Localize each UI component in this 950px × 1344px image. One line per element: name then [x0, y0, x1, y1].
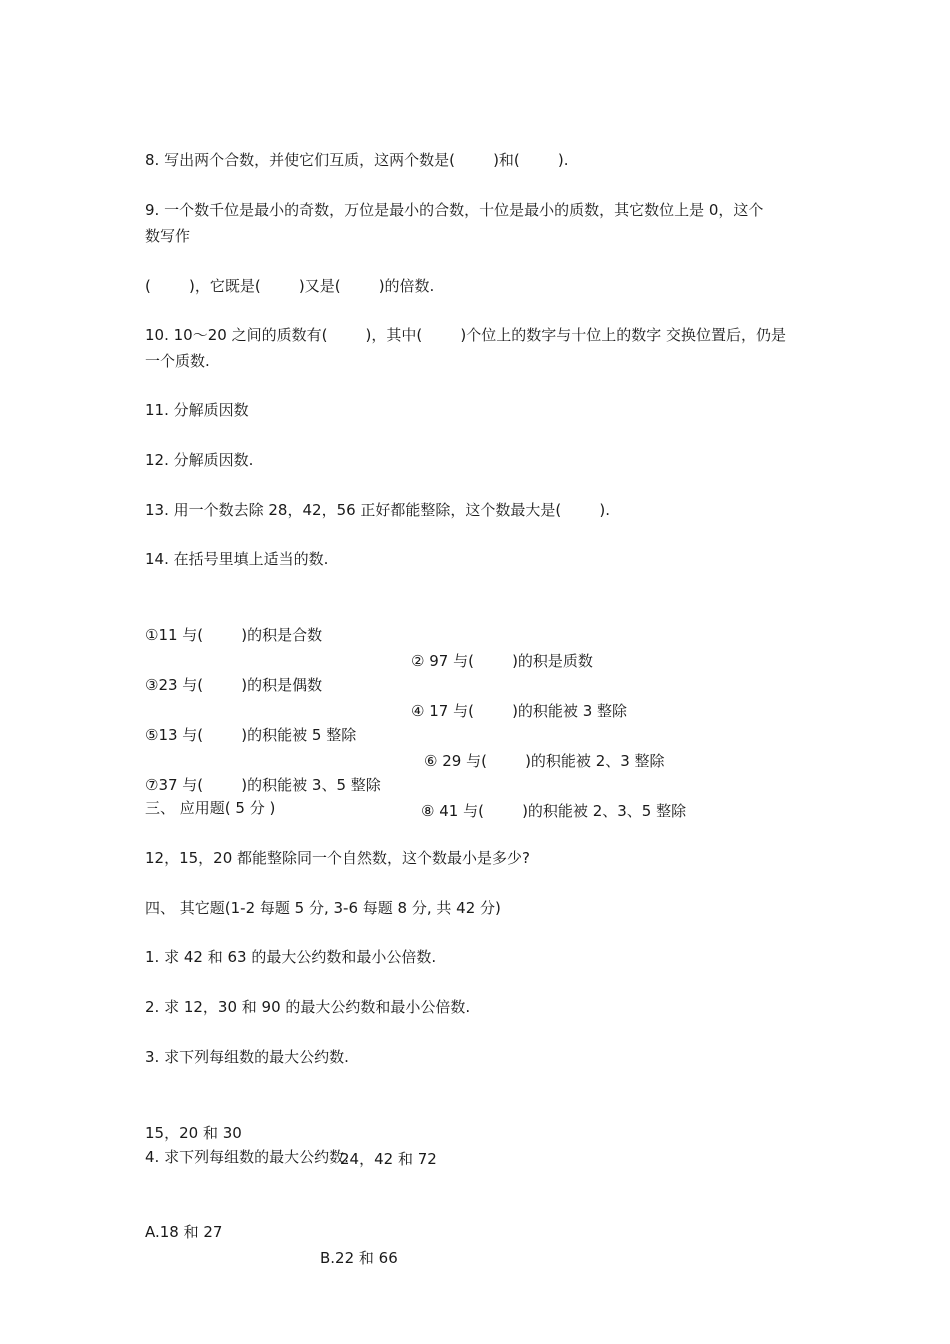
other-question-3: 3. 求下列每组数的最大公约数. — [145, 1048, 349, 1066]
question-9-line-2: 数写作 — [145, 227, 191, 245]
q4-group-b: B.22 和 66 — [320, 1249, 398, 1267]
question-14: 14. 在括号里填上适当的数. — [145, 550, 329, 568]
question-11: 11. 分解质因数 — [145, 401, 249, 419]
question-13: 13. 用一个数去除 28，42，56 正好都能整除，这个数最大是( ). — [145, 501, 611, 519]
question-12: 12. 分解质因数. — [145, 451, 254, 469]
section-4-heading: 四、 其它题(1-2 每题 5 分, 3-6 每题 8 分, 共 42 分) — [145, 899, 501, 917]
other-question-4: 4. 求下列每组数的最大公约数. — [145, 1148, 349, 1166]
q14-item-7: ⑦37 与( )的积能被 3、5 整除 — [145, 776, 381, 794]
other-question-4-groups — [145, 1193, 815, 1297]
q14-item-8: ⑧ 41 与( )的积能被 2、3、5 整除 — [421, 802, 687, 820]
question-9-line-3: ( )，它既是( )又是( )的倍数. — [145, 277, 435, 295]
q4-group-a: A.18 和 27 — [145, 1223, 223, 1241]
question-8: 8. 写出两个合数，并使它们互质，这两个数是( )和( ). — [145, 151, 569, 169]
other-question-1: 1. 求 42 和 63 的最大公约数和最小公倍数. — [145, 948, 437, 966]
q14-item-2: ② 97 与( )的积是质数 — [411, 652, 593, 670]
q3-group-a: 15，20 和 30 — [145, 1124, 242, 1142]
question-9-line-1: 9. 一个数千位是最小的奇数，万位是最小的合数，十位是最小的质数，其它数位上是 0，这个 — [145, 201, 764, 219]
question-10-line-2: 一个质数. — [145, 352, 210, 370]
q3-group-b: 24，42 和 72 — [340, 1150, 437, 1168]
q14-item-6: ⑥ 29 与( )的积能被 2、3 整除 — [424, 752, 665, 770]
q14-item-3: ③23 与( )的积是偶数 — [145, 676, 323, 694]
other-question-2: 2. 求 12，30 和 90 的最大公约数和最小公倍数. — [145, 998, 471, 1016]
q14-item-5: ⑤13 与( )的积能被 5 整除 — [145, 726, 357, 744]
section-3-heading: 三、 应用题( 5 分 ) — [145, 799, 276, 817]
q14-item-4: ④ 17 与( )的积能被 3 整除 — [411, 702, 627, 720]
q14-item-1: ①11 与( )的积是合数 — [145, 626, 323, 644]
question-10-line-1: 10. 10～20 之间的质数有( )，其中( )个位上的数字与十位上的数字 交换位置后，仍是 — [145, 326, 787, 344]
application-question: 12，15，20 都能整除同一个自然数，这个数最小是多少? — [145, 849, 530, 867]
